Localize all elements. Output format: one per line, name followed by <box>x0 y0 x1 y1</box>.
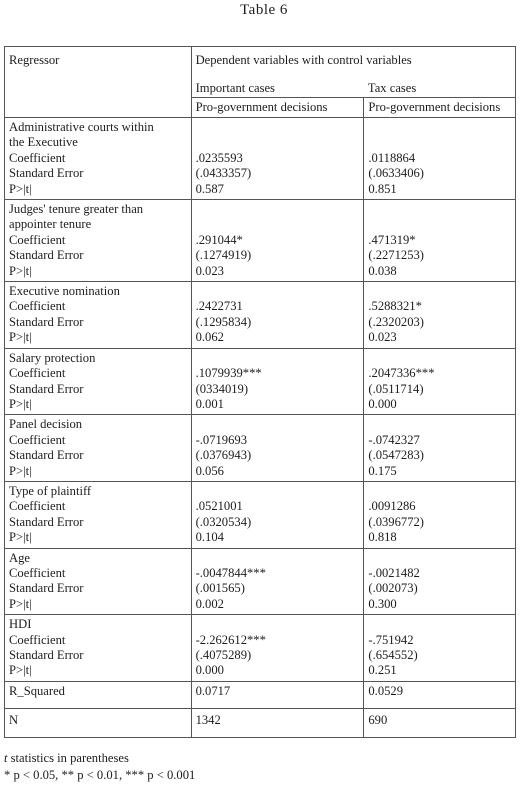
p-value: 0.023 <box>368 330 397 345</box>
value-cell-c2 <box>364 548 516 615</box>
value-cell-c1 <box>191 200 364 282</box>
stat-label-coef: Coefficient <box>9 565 66 580</box>
coefficient-value: -.751942 <box>368 632 414 647</box>
p-value: 0.175 <box>368 463 397 478</box>
value-cell-c1 <box>191 282 364 349</box>
standard-error-value: (.1295834) <box>195 314 252 329</box>
stat-label-p: P>|t| <box>9 663 32 678</box>
coefficient-value: -2.262612*** <box>195 632 266 647</box>
header-col1-type: Pro-government decisions <box>191 97 364 118</box>
regressor-name: Administrative courts within <box>9 120 154 134</box>
standard-error-value: (.0511714) <box>368 381 424 396</box>
stat-label-coef: Coefficient <box>9 499 66 514</box>
regressor-name: HDI <box>9 617 32 632</box>
p-value: 0.002 <box>195 596 224 611</box>
value-cell-c1 <box>191 548 364 615</box>
standard-error-value: (.1274919) <box>195 248 252 263</box>
note-significance: * p < 0.05, ** p < 0.01, *** p < 0.001 <box>4 768 196 782</box>
regressor-label-cell <box>5 200 192 282</box>
regressor-row <box>5 200 516 282</box>
n-label: N <box>5 708 192 737</box>
stat-label-coef: Coefficient <box>9 232 66 247</box>
value-cell-c2 <box>364 481 516 548</box>
standard-error-value: (.0433357) <box>195 166 252 181</box>
value-cell-c2 <box>364 348 516 415</box>
coefficient-value: -.0047844*** <box>195 565 266 580</box>
standard-error-value: (.2320203) <box>368 314 424 329</box>
p-value: 0.587 <box>195 181 224 196</box>
regressor-name: Executive nomination <box>9 284 120 299</box>
standard-error-value: (.001565) <box>195 581 245 596</box>
stat-label-p: P>|t| <box>9 463 32 478</box>
p-value: 0.251 <box>368 663 397 678</box>
header-col1-case: Important cases <box>191 75 364 97</box>
regressor-row <box>5 415 516 482</box>
coefficient-value: -.0742327 <box>368 432 420 447</box>
coefficient-value: .0521001 <box>195 499 243 514</box>
coefficient-value: .2047336*** <box>368 366 435 381</box>
regressor-label-cell <box>5 548 192 615</box>
header-dependent: Dependent variables with control variables <box>191 47 515 76</box>
n-col1: 1342 <box>191 708 364 737</box>
p-value: 0.300 <box>368 596 397 611</box>
coefficient-value: .0091286 <box>368 499 416 514</box>
standard-error-value: (.0547283) <box>368 448 424 463</box>
standard-error-value: (.0396772) <box>368 514 424 529</box>
table-title: Table 6 <box>240 2 288 18</box>
stat-label-se: Standard Error <box>9 581 84 596</box>
stat-label-p: P>|t| <box>9 330 32 345</box>
header-regressor: Regressor <box>5 47 192 76</box>
regressor-name: Age <box>9 550 30 565</box>
regressor-name: Salary protection <box>9 350 96 365</box>
regressor-row <box>5 282 516 349</box>
stat-label-se: Standard Error <box>9 648 84 662</box>
standard-error-value: (.0376943) <box>195 448 252 463</box>
p-value: 0.038 <box>368 263 397 278</box>
standard-error-value: (.0320534) <box>195 514 252 529</box>
stat-label-p: P>|t| <box>9 530 32 545</box>
stat-label-coef: Coefficient <box>9 299 66 314</box>
regressor-label-cell <box>5 615 192 682</box>
rsq-label: R_Squared <box>5 681 192 708</box>
stat-label-se: Standard Error <box>9 448 84 463</box>
value-cell-c2 <box>364 118 516 200</box>
rsq-col2: 0.0529 <box>364 681 516 708</box>
stat-label-se: Standard Error <box>9 166 84 181</box>
p-value: 0.851 <box>368 181 397 196</box>
standard-error-value: (.0633406) <box>368 166 424 181</box>
p-value: 0.023 <box>195 263 224 278</box>
coefficient-value: -.0719693 <box>195 432 247 447</box>
regressor-name: Judges' tenure greater than <box>9 202 144 217</box>
p-value: 0.000 <box>368 396 397 411</box>
stat-label-se: Standard Error <box>9 381 84 396</box>
regressor-name: the Executive <box>9 135 78 150</box>
stat-label-p: P>|t| <box>9 596 32 611</box>
stat-label-se: Standard Error <box>9 248 84 263</box>
value-cell-c2 <box>364 615 516 682</box>
standard-error-value: (.2271253) <box>368 248 424 263</box>
coefficient-value: .2422731 <box>195 299 243 314</box>
regressor-row <box>5 118 516 200</box>
regressor-row <box>5 481 516 548</box>
value-cell-c1 <box>191 118 364 200</box>
value-cell-c2 <box>364 200 516 282</box>
value-cell-c1 <box>191 615 364 682</box>
value-cell-c1 <box>191 348 364 415</box>
rsq-col1: 0.0717 <box>191 681 364 708</box>
stat-label-se: Standard Error <box>9 514 84 529</box>
regressor-row <box>5 615 516 682</box>
table-notes <box>4 750 195 784</box>
standard-error-value: (.002073) <box>368 581 418 596</box>
regressor-name: Panel decision <box>9 417 83 432</box>
stat-label-p: P>|t| <box>9 396 32 411</box>
coefficient-value: .5288321* <box>368 299 422 314</box>
note-t-stats: t statistics in parentheses <box>4 751 129 765</box>
stat-label-coef: Coefficient <box>9 150 66 165</box>
standard-error-value: (0334019) <box>195 381 249 396</box>
stat-label-coef: Coefficient <box>9 432 66 447</box>
value-cell-c1 <box>191 415 364 482</box>
stat-label-coef: Coefficient <box>9 632 66 647</box>
p-value: 0.000 <box>195 663 224 678</box>
regressor-label-cell <box>5 348 192 415</box>
header-col2-type: Pro-government decisions <box>364 97 516 118</box>
standard-error-value: (.4075289) <box>195 648 252 662</box>
stat-label-coef: Coefficient <box>9 366 66 381</box>
stat-label-p: P>|t| <box>9 181 32 196</box>
p-value: 0.062 <box>195 330 224 345</box>
coefficient-value: .0118864 <box>368 150 416 165</box>
coefficient-value: .291044* <box>195 232 243 247</box>
regressor-label-cell <box>5 415 192 482</box>
stat-label-p: P>|t| <box>9 263 32 278</box>
regression-table <box>4 46 516 738</box>
regressor-name: appointer tenure <box>9 217 92 232</box>
regressor-label-cell <box>5 481 192 548</box>
p-value: 0.001 <box>195 396 224 411</box>
value-cell-c1 <box>191 481 364 548</box>
p-value: 0.104 <box>195 530 224 545</box>
regressor-label-cell <box>5 118 192 200</box>
stat-label-se: Standard Error <box>9 314 84 329</box>
coefficient-value: .1079939*** <box>195 366 262 381</box>
regressor-name: Type of plaintiff <box>9 483 92 498</box>
p-value: 0.818 <box>368 530 397 545</box>
regressor-row <box>5 348 516 415</box>
standard-error-value: (.654552) <box>368 648 418 662</box>
regressor-label-cell <box>5 282 192 349</box>
n-col2: 690 <box>364 708 516 737</box>
coefficient-value: -.0021482 <box>368 565 420 580</box>
coefficient-value: .0235593 <box>195 150 243 165</box>
value-cell-c2 <box>364 282 516 349</box>
value-cell-c2 <box>364 415 516 482</box>
header-col2-case: Tax cases <box>364 75 516 97</box>
coefficient-value: .471319* <box>368 232 416 247</box>
p-value: 0.056 <box>195 463 224 478</box>
regressor-row <box>5 548 516 615</box>
